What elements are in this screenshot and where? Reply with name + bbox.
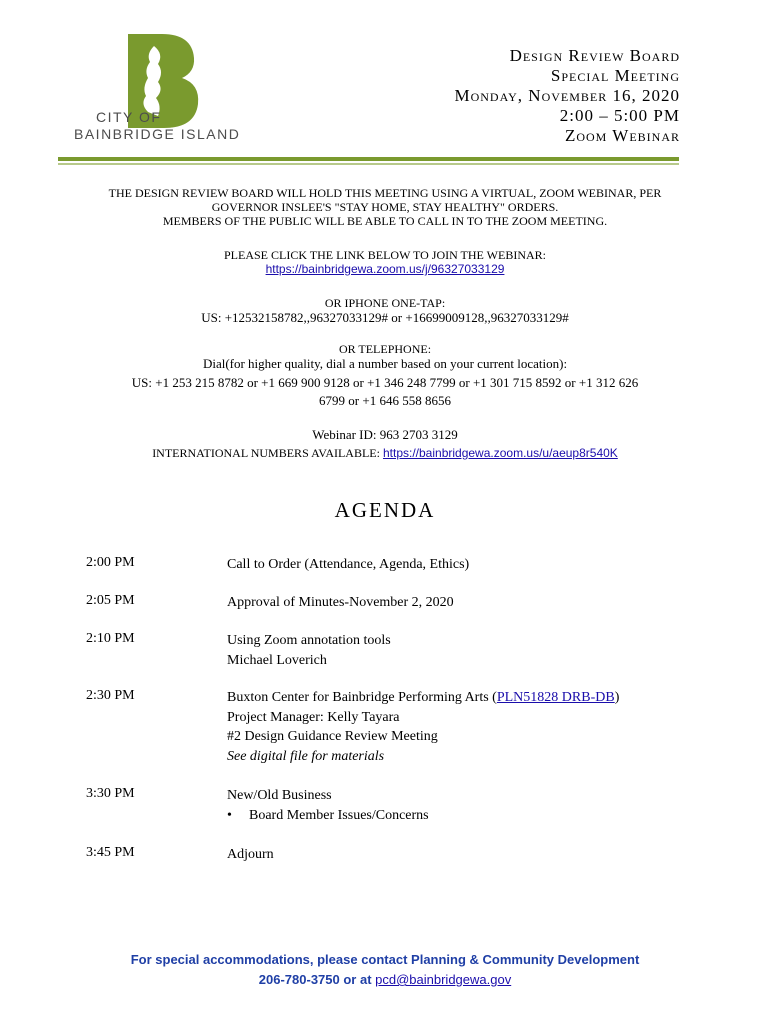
intl-label: INTERNATIONAL NUMBERS AVAILABLE:	[152, 446, 380, 460]
dial-numbers-line-1: US: +1 253 215 8782 or +1 669 900 9128 or +1 346 248 7799 or +1 301 715 8592 or +1 312 626	[131, 375, 639, 390]
agenda-time: 3:45 PM	[86, 845, 135, 860]
meeting-time: 2:00 – 5:00 PM	[559, 106, 680, 125]
iphone-numbers: US: +12532158782,,96327033129# or +16699009128,,96327033129#	[201, 310, 569, 325]
agenda-time: 2:30 PM	[86, 688, 135, 703]
intro-line-3: MEMBERS OF THE PUBLIC WILL BE ABLE TO CALL IN TO THE ZOOM MEETING.	[162, 214, 608, 228]
agenda-time: 2:00 PM	[86, 555, 135, 570]
agenda-item	[227, 786, 429, 825]
dial-numbers-line-2: 6799 or +1 646 558 8656	[319, 393, 451, 408]
logo-bainbridge-island: BAINBRIDGE ISLAND	[74, 126, 241, 142]
intl-numbers-row	[60, 446, 710, 461]
project-manager: Project Manager: Kelly Tayara	[227, 709, 400, 725]
materials-note: See digital file for materials	[227, 748, 385, 764]
iphone-label: OR IPHONE ONE-TAP:	[324, 296, 446, 310]
review-meeting: #2 Design Guidance Review Meeting	[227, 729, 438, 744]
intro-line-2: GOVERNOR INSLEE'S "STAY HOME, STAY HEALTHY" ORDERS.	[211, 200, 559, 214]
agenda-item-title: Buxton Center for Bainbridge Performing Arts (PLN51828 DRB-DB)	[227, 690, 620, 705]
agenda-item	[227, 631, 391, 670]
bullet-text: Board Member Issues/Concerns	[249, 807, 429, 823]
bullet-icon: •	[227, 807, 232, 823]
agenda-item-presenter: Michael Loverich	[227, 652, 327, 668]
telephone-label: OR TELEPHONE:	[338, 342, 432, 356]
logo-city-of: CITY OF	[96, 109, 162, 125]
bullet-list-item	[227, 806, 429, 826]
agenda-item: Call to Order (Attendance, Agenda, Ethics)	[227, 557, 470, 572]
header-divider-light	[58, 163, 679, 165]
agenda-item: Approval of Minutes-November 2, 2020	[227, 595, 454, 610]
agenda-item	[227, 688, 619, 766]
footer-accommodations: For special accommodations, please contact Planning & Community Development	[130, 952, 640, 967]
agenda-time: 2:10 PM	[86, 631, 135, 646]
agenda-item-title: Using Zoom annotation tools	[227, 633, 391, 648]
dial-note: Dial(for higher quality, dial a number based on your current location):	[202, 356, 568, 371]
agenda-heading: AGENDA	[334, 498, 436, 522]
meeting-type: Special Meeting	[550, 66, 680, 85]
join-label: PLEASE CLICK THE LINK BELOW TO JOIN THE WEBINAR:	[224, 248, 546, 262]
footer-contact	[0, 972, 770, 987]
meeting-date: Monday, November 16, 2020	[454, 86, 680, 105]
webinar-link[interactable]: https://bainbridgewa.zoom.us/j/96327033129	[265, 262, 505, 276]
agenda-item: Adjourn	[227, 847, 274, 862]
intl-numbers-link[interactable]: https://bainbridgewa.zoom.us/u/aeup8r540K	[382, 446, 618, 460]
agenda-time: 3:30 PM	[86, 786, 135, 801]
project-link[interactable]: PLN51828 DRB-DB	[496, 690, 615, 705]
board-title: Design Review Board	[509, 46, 680, 65]
footer-email-link[interactable]: pcd@bainbridgewa.gov	[375, 972, 512, 987]
header-divider	[58, 157, 679, 161]
footer-phone: 206-780-3750 or at	[258, 972, 376, 987]
meeting-venue: Zoom Webinar	[564, 126, 680, 145]
agenda-item-title: New/Old Business	[227, 788, 332, 803]
agenda-time: 2:05 PM	[86, 593, 135, 608]
webinar-id: Webinar ID: 963 2703 3129	[312, 427, 458, 442]
intro-line-1: THE DESIGN REVIEW BOARD WILL HOLD THIS MEETING USING A VIRTUAL, ZOOM WEBINAR, PER	[108, 186, 662, 200]
